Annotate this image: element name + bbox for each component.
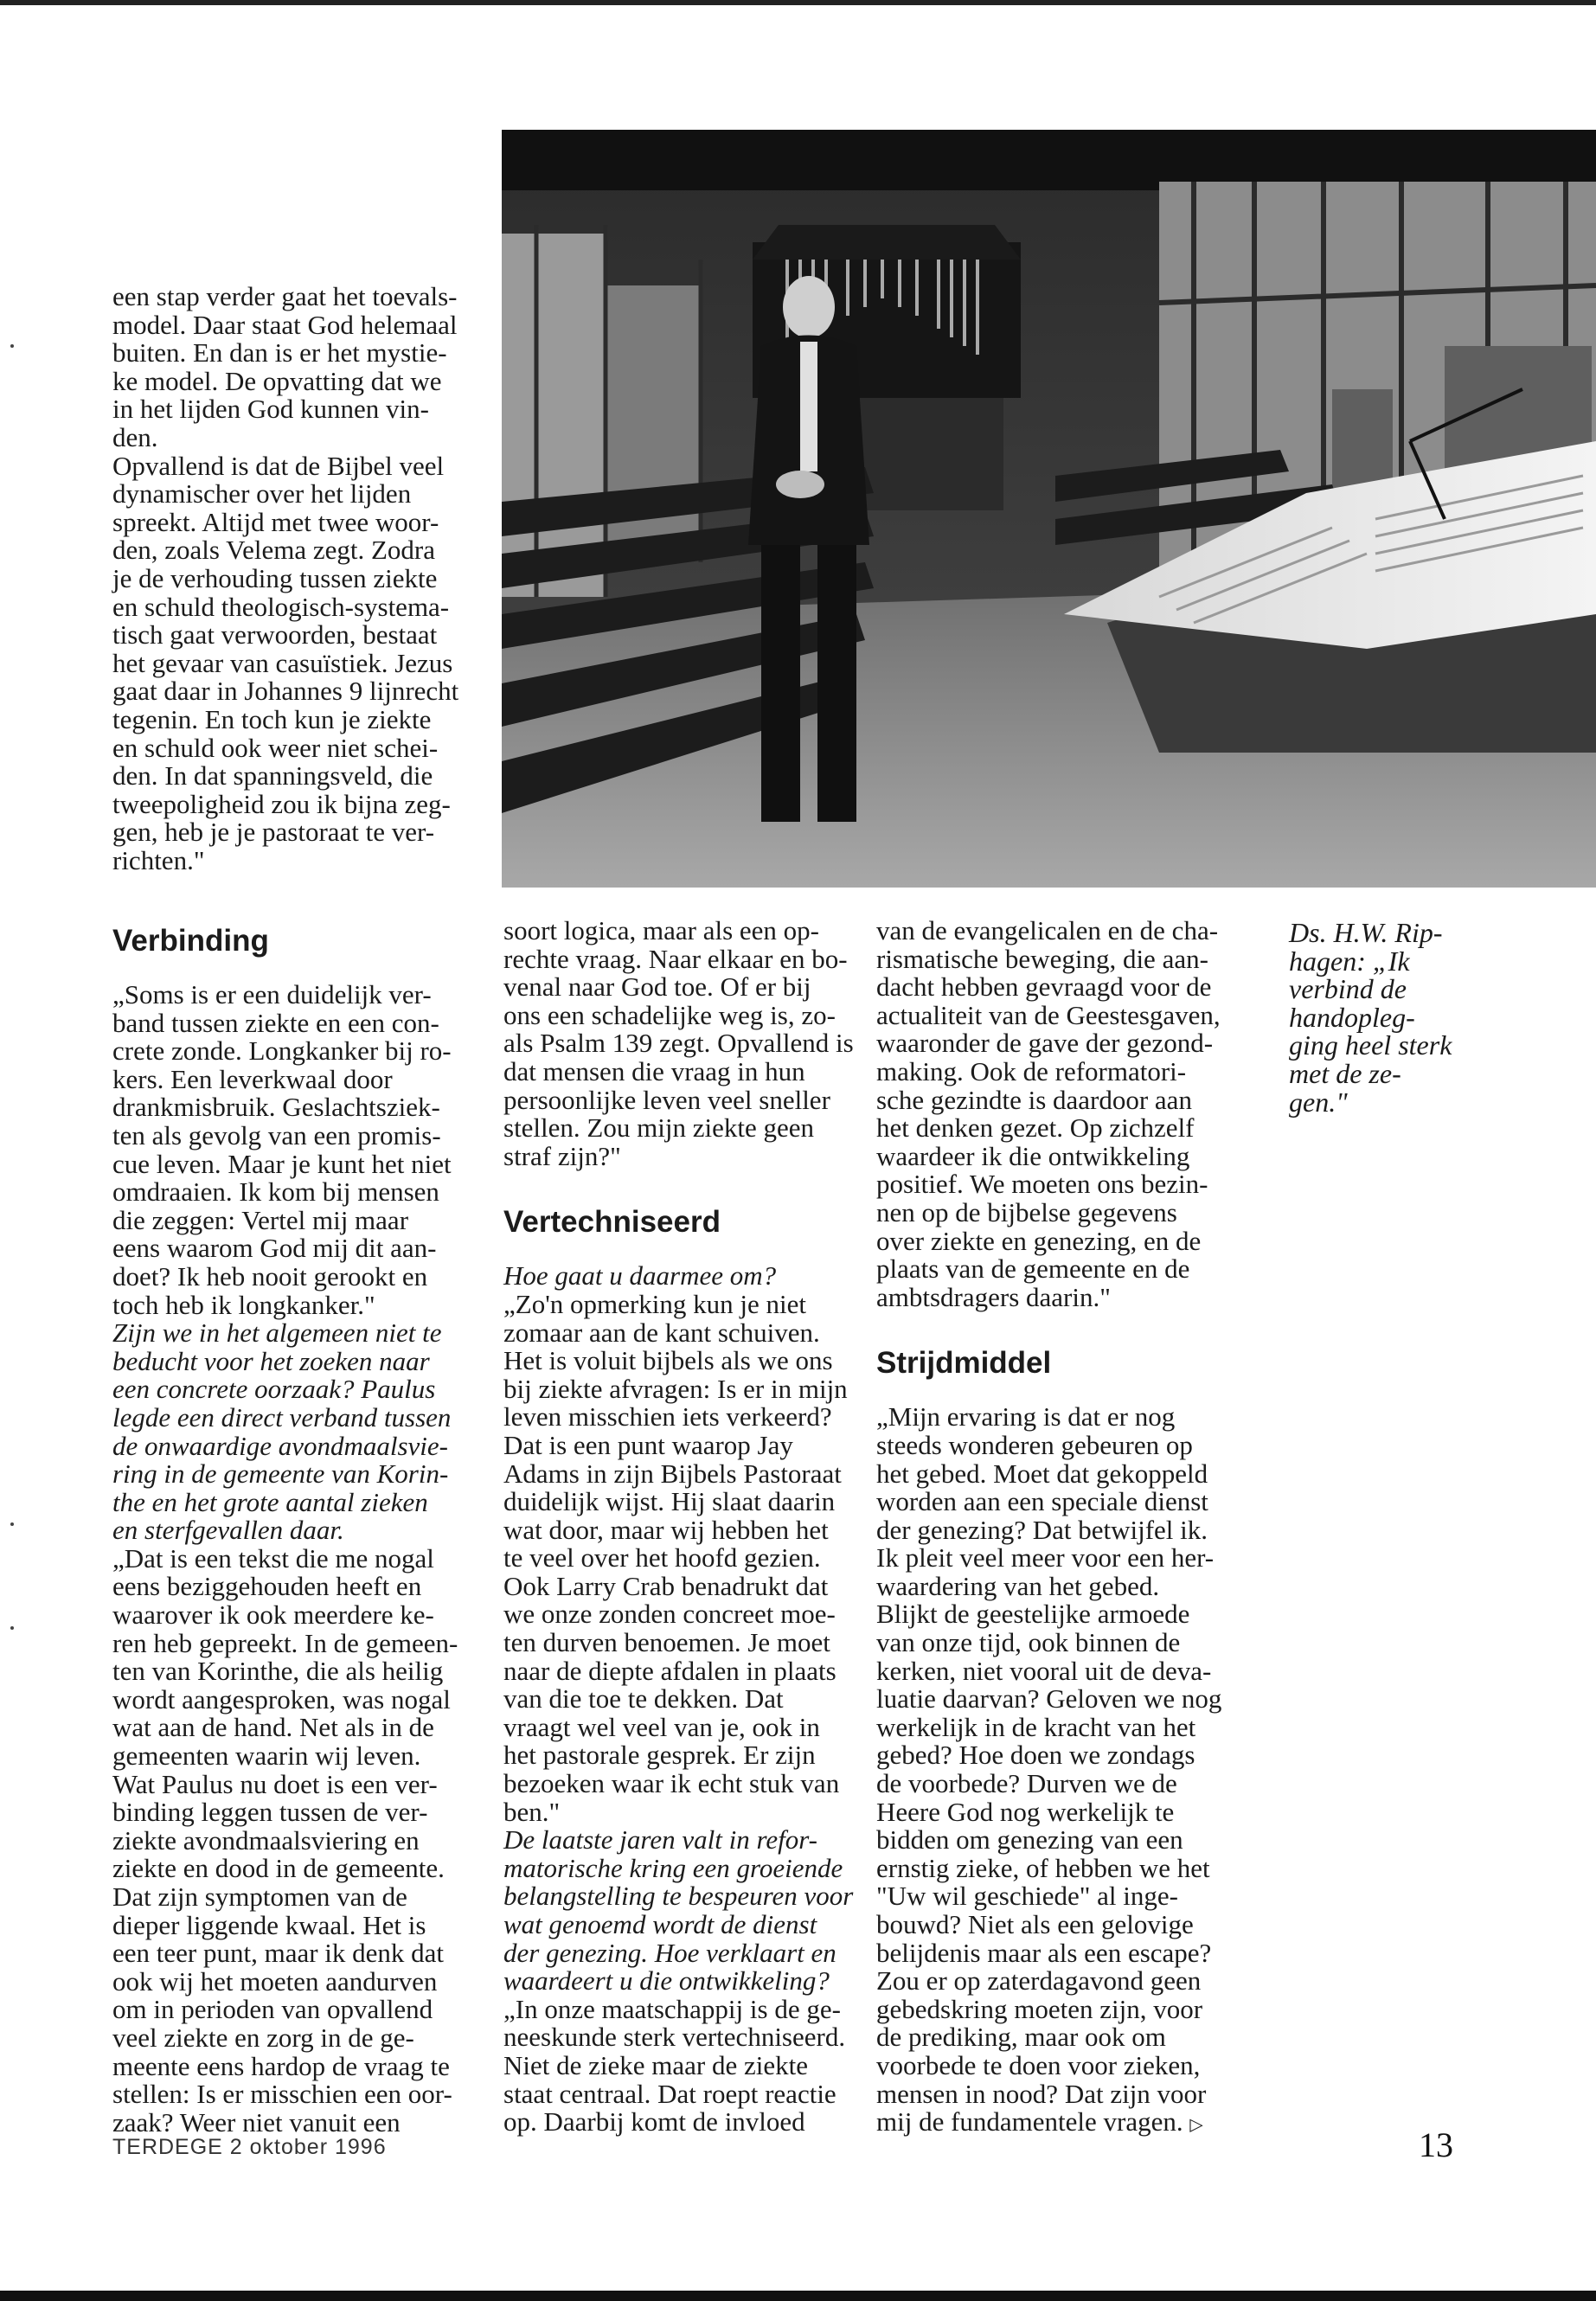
intro-line: tegenin. En toch kun je ziekte: [112, 703, 432, 734]
body-line: het gebed. Moet dat gekoppeld: [876, 1458, 1208, 1489]
section-heading-strijdmiddel: Strijdmiddel: [876, 1346, 1052, 1381]
interview-question-line: een concrete oorzaak? Paulus: [112, 1374, 436, 1405]
body-line: leven misschien iets verkeerd?: [503, 1401, 832, 1433]
body-line: "Uw wil geschiede" al inge-: [876, 1881, 1178, 1912]
intro-line: tweepoligheid zou ik bijna zeg-: [112, 788, 451, 819]
body-line: naar de diepte afdalen in plaats: [503, 1655, 836, 1686]
body-line: Dat zijn symptomen van de: [112, 1881, 407, 1912]
column-2: [503, 917, 854, 2137]
body-line: eens waarom God mij dit aan-: [112, 1233, 437, 1264]
body-line: neeskunde sterk vertechniseerd.: [503, 2022, 846, 2053]
footer-publication: TERDEGE 2 oktober 1996: [112, 2135, 387, 2159]
church-interior-photo: [502, 130, 1596, 888]
body-line: worden aan een speciale dienst: [876, 1486, 1208, 1517]
body-line: zaak? Weer niet vanuit een: [112, 2106, 401, 2138]
continue-arrow-icon: ▷: [1189, 2113, 1203, 2135]
body-line: om in perioden van opvallend: [112, 1994, 433, 2025]
body-line: op. Daarbij komt de invloed: [503, 2106, 805, 2138]
interview-question-line: waardeert u die ontwikkeling?: [503, 1965, 830, 1997]
caption-line: handopleg-: [1289, 1001, 1415, 1033]
body-line: ziekte en dood in de gemeente.: [112, 1853, 445, 1884]
body-line-last: [876, 2108, 1221, 2138]
intro-line: spreekt. Altijd met twee woor-: [112, 506, 439, 537]
body-line: bij ziekte afvragen: Is er in mijn: [503, 1373, 848, 1404]
intro-line: den. In dat spanningsveld, die: [112, 760, 433, 792]
interview-question-line: der genezing. Hoe verklaart en: [503, 1937, 836, 1968]
interview-question-line: en sterfgevallen daar.: [112, 1515, 344, 1546]
body-line: drankmisbruik. Geslachtsziek-: [112, 1092, 440, 1123]
body-line: omdraaien. Ik kom bij mensen: [112, 1176, 439, 1208]
body-line: steeds wonderen gebeuren op: [876, 1429, 1193, 1460]
body-line: waarover ik ook meerdere ke-: [112, 1599, 434, 1631]
body-line: crete zonde. Longkanker bij ro-: [112, 1035, 452, 1067]
body-line: Dat is een punt waarop Jay: [503, 1429, 793, 1460]
caption-line: verbind de: [1289, 973, 1407, 1005]
caption-line: hagen: „Ik: [1289, 945, 1410, 977]
body-line: mensen in nood? Dat zijn voor: [876, 2078, 1207, 2109]
body-line: Adams in zijn Bijbels Pastoraat: [503, 1458, 842, 1489]
intro-line: buiten. En dan is er het mystie-: [112, 337, 447, 369]
body-line: Wat Paulus nu doet is een ver-: [112, 1768, 438, 1799]
body-line: ook wij het moeten aandurven: [112, 1965, 438, 1997]
body-line: ten durven benoemen. Je moet: [503, 1627, 830, 1658]
body-line: ten als gevolg van een promis-: [112, 1119, 441, 1150]
body-line: luatie daarvan? Geloven we nog: [876, 1683, 1222, 1715]
section-heading-verbinding: Verbinding: [112, 924, 269, 958]
intro-line: en schuld ook weer niet schei-: [112, 732, 439, 763]
body-line: wat door, maar wij hebben het: [503, 1514, 829, 1545]
body-line: meente eens hardop de vraag te: [112, 2050, 450, 2081]
interview-question-line: matorische kring een groeiende: [503, 1852, 843, 1883]
body-line: kers. Een leverkwaal door: [112, 1063, 393, 1094]
body-line: van onze tijd, ook binnen de: [876, 1627, 1181, 1658]
body-line: band tussen ziekte en een con-: [112, 1007, 439, 1038]
body-line: wat aan de hand. Net als in de: [112, 1712, 434, 1743]
body-line: „Zo'n opmerking kun je niet: [503, 1288, 806, 1319]
column-1: [112, 924, 458, 2137]
body-line: binding leggen tussen de ver-: [112, 1797, 428, 1828]
caption-line: gen.": [1289, 1086, 1348, 1118]
intro-line: richten.": [112, 844, 205, 875]
interview-question-line: ring in de gemeente van Korin-: [112, 1458, 449, 1490]
body-line: vraagt wel veel van je, ook in: [503, 1711, 820, 1742]
body-line: staat centraal. Dat roept reactie: [503, 2078, 836, 2109]
body-line: we onze zonden concreet moe-: [503, 1599, 836, 1630]
body-line: bezoeken waar ik echt stuk van: [503, 1768, 840, 1799]
body-line: nen op de bijbelse gegevens: [876, 1196, 1177, 1227]
body-line: ren heb gepreekt. In de gemeen-: [112, 1627, 458, 1658]
page-number: 13: [1419, 2125, 1453, 2164]
body-line: Zou er op zaterdagavond geen: [876, 1965, 1202, 1997]
column-3: [876, 917, 1221, 2138]
interview-question-line: de onwaardige avondmaalsvie-: [112, 1430, 448, 1461]
caption-line: met de ze-: [1289, 1057, 1401, 1089]
margin-speck: [10, 1522, 14, 1526]
body-line: een teer punt, maar ik denk dat: [112, 1938, 445, 1969]
body-line: voorbede te doen voor zieken,: [876, 2049, 1201, 2080]
top-rule: [0, 0, 1596, 5]
body-line: ons een schadelijke weg is, zo-: [503, 999, 836, 1030]
body-line: „Soms is er een duidelijk ver-: [112, 979, 432, 1009]
interview-question-line: Hoe gaat u daarmee om?: [503, 1260, 777, 1292]
intro-line: den.: [112, 421, 158, 452]
intro-line: gaat daar in Johannes 9 lijnrecht: [112, 676, 459, 707]
body-line: cue leven. Maar je kunt het niet: [112, 1148, 452, 1179]
body-line: rechte vraag. Naar elkaar en bo-: [503, 943, 848, 974]
interview-question-line: wat genoemd wordt de dienst: [503, 1909, 817, 1939]
body-line: persoonlijke leven veel sneller: [503, 1084, 830, 1115]
body-line: doet? Ik heb nooit gerookt en: [112, 1260, 428, 1292]
body-line: dieper liggende kwaal. Het is: [112, 1909, 426, 1940]
body-line: waardering van het gebed.: [876, 1570, 1160, 1601]
body-line: zomaar aan de kant schuiven.: [503, 1317, 820, 1348]
margin-speck: [10, 1626, 14, 1630]
body-line: Niet de zieke maar de ziekte: [503, 2049, 808, 2080]
body-line: het pastorale gesprek. Er zijn: [503, 1740, 816, 1771]
body-line: dat mensen die vraag in hun: [503, 1055, 805, 1086]
body-line: rismatische beweging, die aan-: [876, 943, 1208, 974]
body-line: bidden om genezing van een: [876, 1824, 1183, 1856]
body-line: van die toe te dekken. Dat: [503, 1683, 784, 1715]
intro-line: model. Daar staat God helemaal: [112, 309, 458, 340]
body-line: ernstig zieke, of hebben we het: [876, 1852, 1210, 1883]
intro-line: gen, heb je je pastoraat te ver-: [112, 817, 435, 848]
body-line-text: mij de fundamentele vragen.: [876, 2106, 1183, 2138]
body-line: Ik pleit veel meer voor een her-: [876, 1542, 1215, 1574]
body-line: waardeer ik die ontwikkeling: [876, 1140, 1190, 1171]
body-line: waaronder de gave der gezond-: [876, 1028, 1214, 1059]
body-line: gemeenten waarin wij leven.: [112, 1740, 421, 1772]
intro-line: dynamischer over het lijden: [112, 478, 412, 510]
intro-line: in het lijden God kunnen vin-: [112, 394, 429, 425]
intro-line: het gevaar van casuïstiek. Jezus: [112, 647, 453, 678]
body-line: ambtsdragers daarin.": [876, 1281, 1111, 1312]
body-line: „In onze maatschappij is de ge-: [503, 1993, 841, 2024]
body-line: het denken gezet. Op zichzelf: [876, 1112, 1195, 1144]
body-line: toch heb ik longkanker.": [112, 1289, 375, 1320]
body-line: bouwd? Niet als een gelovige: [876, 1909, 1194, 1939]
body-line: van de evangelicalen en de cha-: [876, 915, 1219, 945]
body-line: belijdenis maar als een escape?: [876, 1937, 1212, 1968]
body-line: kerken, niet vooral uit de deva-: [876, 1655, 1212, 1686]
caption-line: Ds. H.W. Rip-: [1289, 917, 1443, 948]
intro-line: en schuld theologisch-systema-: [112, 591, 450, 622]
interview-question-line: beducht voor het zoeken naar: [112, 1345, 430, 1376]
body-line: Ook Larry Crab benadrukt dat: [503, 1570, 829, 1601]
intro-line: Opvallend is dat de Bijbel veel: [112, 450, 445, 481]
section-heading-vertechniseerd: Vertechniseerd: [503, 1205, 721, 1240]
intro-column: [112, 283, 458, 875]
body-line: ten van Korinthe, die als heilig: [112, 1656, 444, 1687]
body-line: gebed? Hoe doen we zondags: [876, 1740, 1195, 1771]
intro-line: een stap verder gaat het toevals-: [112, 281, 458, 311]
body-line: over ziekte en genezing, en de: [876, 1225, 1202, 1256]
body-line: der genezing? Dat betwijfel ik.: [876, 1514, 1208, 1545]
body-line: soort logica, maar als een op-: [503, 915, 819, 945]
body-line: venal naar God toe. Of er bij: [503, 971, 811, 1003]
body-line: making. Ook de reformatori-: [876, 1055, 1187, 1086]
interview-question-line: the en het grote aantal zieken: [112, 1486, 428, 1517]
interview-question-line: legde een direct verband tussen: [112, 1401, 452, 1433]
photo-caption: [1289, 919, 1452, 1116]
body-line: die zeggen: Vertel mij maar: [112, 1204, 409, 1235]
caption-line: ging heel sterk: [1289, 1029, 1452, 1061]
body-line: stellen: Is er misschien een oor-: [112, 2079, 452, 2110]
body-line: wordt aangesproken, was nogal: [112, 1683, 451, 1715]
body-line: „Mijn ervaring is dat er nog: [876, 1401, 1176, 1433]
interview-question-line: De laatste jaren valt in refor-: [503, 1824, 817, 1856]
interview-question-line: belangstelling te bespeuren voor: [503, 1881, 854, 1912]
body-line: werkelijk in de kracht van het: [876, 1711, 1196, 1742]
body-line: „Dat is een tekst die me nogal: [112, 1542, 434, 1574]
body-line: als Psalm 139 zegt. Opvallend is: [503, 1028, 854, 1059]
body-line: eens beziggehouden heeft en: [112, 1571, 422, 1602]
body-line: duidelijk wijst. Hij slaat daarin: [503, 1486, 836, 1517]
margin-speck: [10, 344, 14, 348]
body-line: positief. We moeten ons bezin-: [876, 1169, 1208, 1200]
intro-line: tisch gaat verwoorden, bestaat: [112, 619, 438, 651]
body-line: sche gezindte is daardoor aan: [876, 1084, 1192, 1115]
bottom-rule: [0, 2291, 1596, 2301]
body-line: straf zijn?": [503, 1140, 621, 1171]
body-line: de prediking, maar ook om: [876, 2022, 1166, 2053]
body-line: actualiteit van de Geestesgaven,: [876, 999, 1221, 1030]
body-line: gebedskring moeten zijn, voor: [876, 1993, 1203, 2024]
body-line: ziekte avondmaalsviering en: [112, 1824, 420, 1856]
body-line: de voorbede? Durven we de: [876, 1768, 1177, 1799]
body-line: Het is voluit bijbels als we ons: [503, 1345, 833, 1376]
body-line: plaats van de gemeente en de: [876, 1253, 1190, 1285]
body-line: dacht hebben gevraagd voor de: [876, 971, 1212, 1003]
intro-line: den, zoals Velema zegt. Zodra: [112, 535, 435, 566]
body-line: stellen. Zou mijn ziekte geen: [503, 1112, 814, 1144]
body-line: Blijkt de geestelijke armoede: [876, 1599, 1190, 1630]
interview-question-line: Zijn we in het algemeen niet te: [112, 1317, 442, 1349]
body-line: veel ziekte en zorg in de ge-: [112, 2022, 414, 2053]
body-line: Heere God nog werkelijk te: [876, 1796, 1175, 1827]
intro-line: ke model. De opvatting dat we: [112, 365, 442, 396]
body-line: ben.": [503, 1796, 561, 1827]
body-line: te veel over het hoofd gezien.: [503, 1542, 821, 1574]
intro-line: je de verhouding tussen ziekte: [112, 562, 438, 593]
